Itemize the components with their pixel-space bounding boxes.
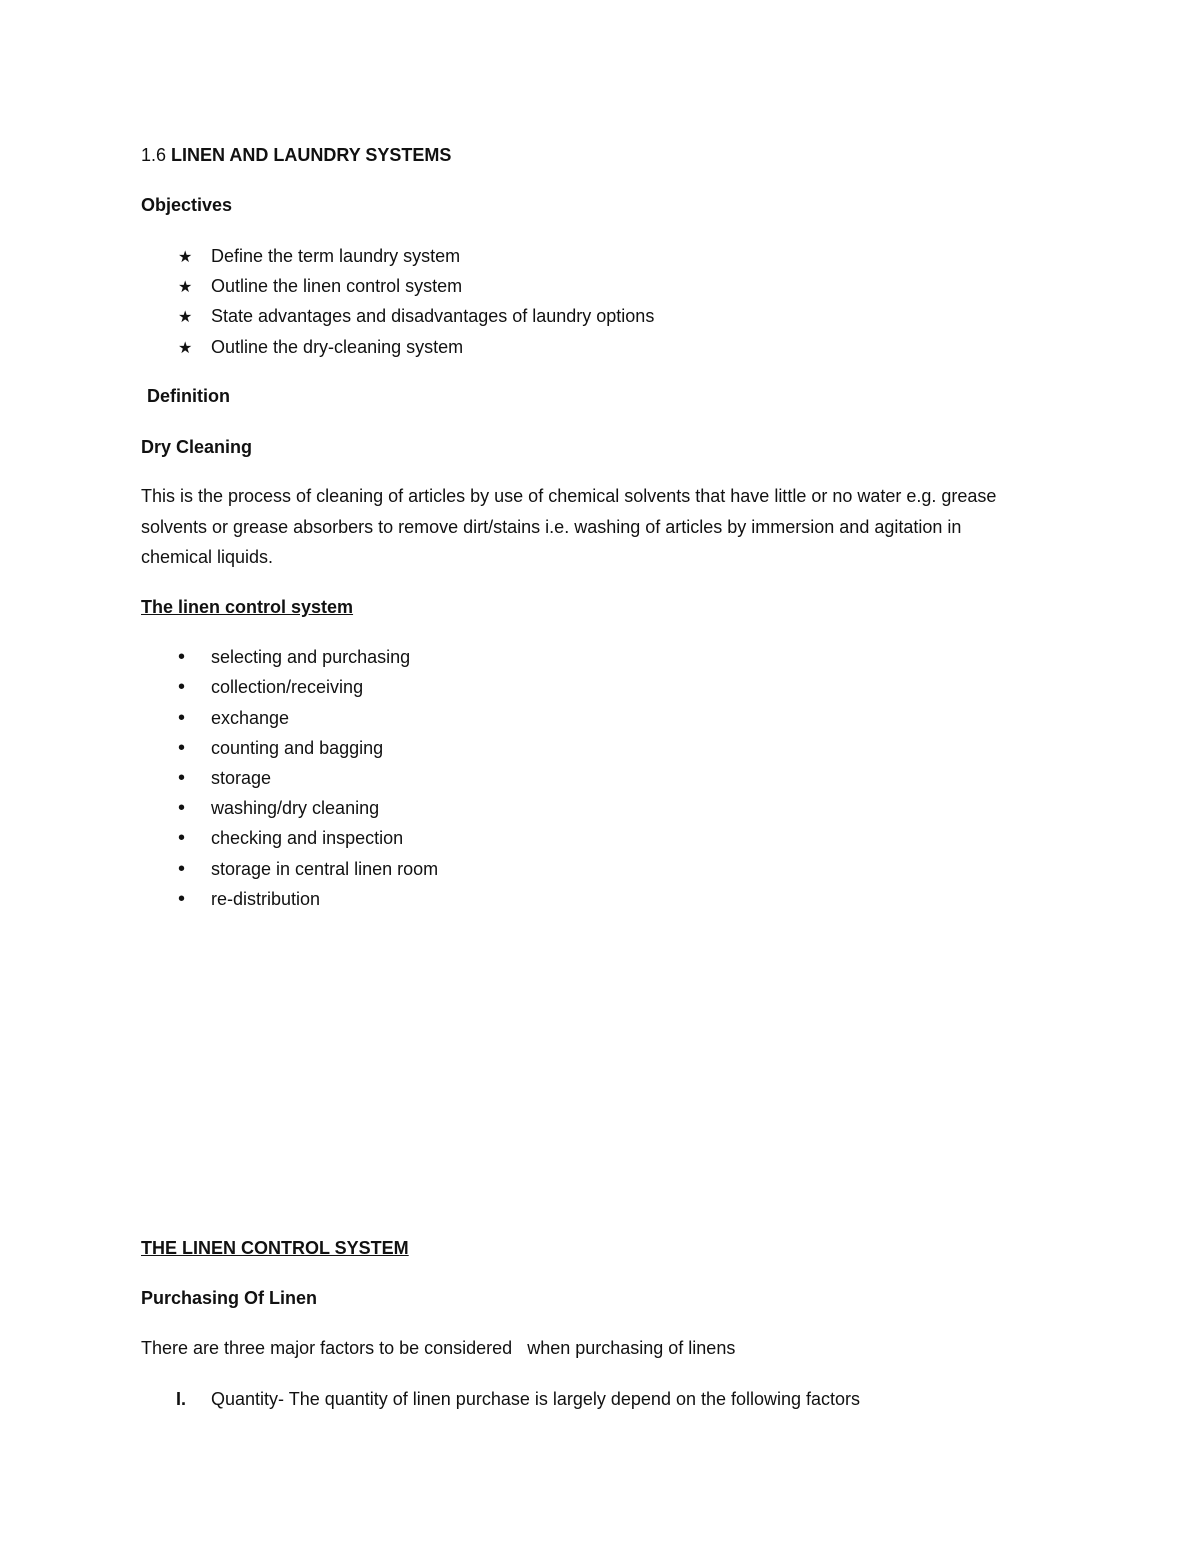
section2-subheading: Purchasing Of Linen — [141, 1288, 318, 1308]
objective-text: Outline the linen control system — [211, 276, 463, 296]
linen-control-text: storage in central linen room — [211, 859, 439, 879]
dry-cleaning-heading: Dry Cleaning — [141, 437, 253, 457]
linen-control-text: counting and bagging — [211, 738, 384, 758]
linen-control-item — [178, 766, 271, 790]
section2-heading: THE LINEN CONTROL SYSTEM — [141, 1238, 409, 1258]
bullet-dot-icon: • — [178, 797, 186, 819]
dry-cleaning-paragraph: This is the process of cleaning of articles by use of chemical solvents that have little or no water e.g. grease solvents or grease absorbers to remove dirt/stains i.e. washing of articles by immersion and agitation in chemical liquids. — [141, 486, 997, 567]
linen-control-item — [178, 706, 289, 730]
main-heading — [141, 143, 451, 167]
objective-text: Define the term laundry system — [211, 246, 461, 266]
linen-control-item — [178, 887, 320, 911]
linen-control-text: storage — [211, 768, 272, 788]
objective-item — [178, 304, 654, 330]
objective-text: State advantages and disadvantages of laundry options — [211, 306, 655, 326]
definition-heading: Definition — [147, 386, 230, 406]
linen-control-text: collection/receiving — [211, 677, 364, 697]
star-bullet-icon: ★ — [178, 249, 193, 266]
linen-control-text: checking and inspection — [211, 828, 404, 848]
linen-control-text: re-distribution — [211, 889, 321, 909]
roman-numeral: I. — [176, 1389, 187, 1409]
roman-list-item — [176, 1387, 860, 1411]
linen-control-item — [178, 736, 383, 760]
linen-control-item — [178, 857, 438, 881]
bullet-dot-icon: • — [178, 767, 186, 789]
bullet-dot-icon: • — [178, 646, 186, 668]
section2-intro: There are three major factors to be considered when purchasing of linens — [141, 1338, 736, 1358]
objective-item — [178, 244, 460, 270]
heading-title: LINEN AND LAUNDRY SYSTEMS — [171, 145, 452, 165]
objectives-heading: Objectives — [141, 195, 233, 215]
bullet-dot-icon: • — [178, 858, 186, 880]
linen-control-text: selecting and purchasing — [211, 647, 411, 667]
bullet-dot-icon: • — [178, 737, 186, 759]
bullet-dot-icon: • — [178, 707, 186, 729]
linen-control-item — [178, 675, 363, 699]
roman-list-text: Quantity- The quantity of linen purchase is largely depend on the following factors — [211, 1389, 861, 1409]
star-bullet-icon: ★ — [178, 340, 193, 357]
linen-control-text: exchange — [211, 708, 290, 728]
objective-item — [178, 274, 462, 300]
linen-control-item — [178, 826, 403, 850]
star-bullet-icon: ★ — [178, 309, 193, 326]
objective-item — [178, 335, 463, 361]
heading-number: 1.6 — [141, 145, 167, 165]
linen-control-text: washing/dry cleaning — [211, 798, 380, 818]
bullet-dot-icon: • — [178, 888, 186, 910]
objective-text: Outline the dry-cleaning system — [211, 337, 464, 357]
bullet-dot-icon: • — [178, 676, 186, 698]
linen-control-heading: The linen control system — [141, 597, 354, 617]
linen-control-item — [178, 645, 410, 669]
star-bullet-icon: ★ — [178, 279, 193, 296]
bullet-dot-icon: • — [178, 827, 186, 849]
linen-control-item — [178, 796, 379, 820]
